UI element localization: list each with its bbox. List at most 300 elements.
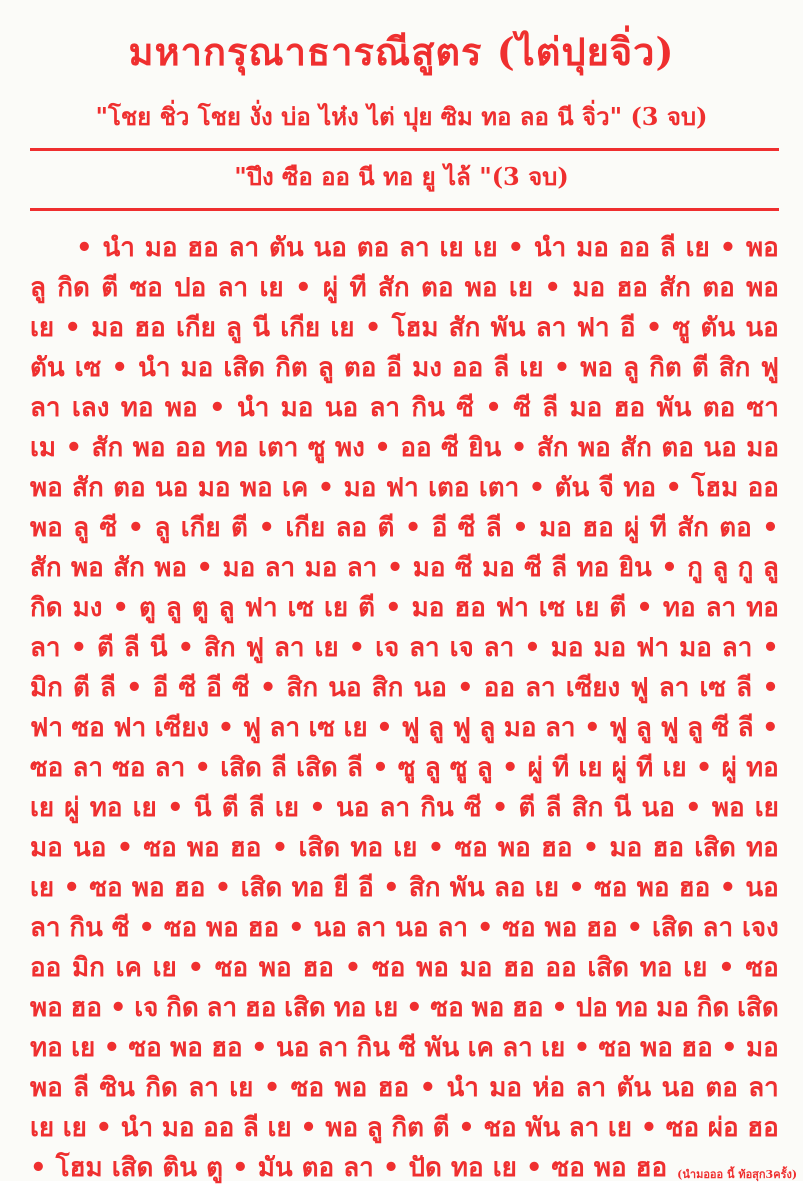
chant-syllable: เลง bbox=[71, 393, 110, 423]
chant-syllable: เจง bbox=[741, 913, 779, 943]
bullet-separator: • bbox=[491, 793, 509, 823]
chant-syllable: ซอ bbox=[112, 753, 146, 783]
divider-top bbox=[30, 148, 779, 151]
chant-syllable: เซียง bbox=[154, 713, 210, 743]
chant-syllable: ตอ bbox=[702, 273, 735, 303]
chant-syllable: เย bbox=[508, 273, 534, 303]
chant-syllable: ฟู bbox=[760, 353, 779, 383]
chant-syllable: มิก bbox=[30, 673, 63, 703]
chant-syllable: มอ bbox=[503, 713, 537, 743]
chant-syllable: ลู bbox=[226, 313, 242, 343]
chant-syllable: ออ bbox=[618, 233, 650, 263]
opening-invocation: "โชย ชิ่ว โชย งั่ง บ่อ ไห๋ง ไต่ ปุย ซิม ทอ ลอ นี จิ่ว" (3 จบ) bbox=[95, 102, 708, 131]
chant-syllable: พัน bbox=[525, 1113, 561, 1143]
chant-syllable: นี bbox=[613, 793, 632, 823]
divider-bottom bbox=[30, 208, 779, 211]
chant-syllable: ฮอ bbox=[747, 1113, 779, 1143]
chant-syllable: ตอ bbox=[702, 393, 736, 423]
chant-syllable: ตอ bbox=[356, 233, 390, 263]
chant-syllable: ซอ bbox=[430, 993, 464, 1023]
chant-syllable: ลอ bbox=[335, 513, 368, 543]
chant-syllable: มอ bbox=[280, 393, 314, 423]
chant-syllable: ฮอ bbox=[540, 833, 573, 863]
chant-syllable: สัก bbox=[659, 273, 691, 303]
chant-syllable: เย bbox=[152, 953, 177, 983]
chant-syllable: นอ bbox=[313, 913, 347, 943]
chant-syllable: มอ bbox=[343, 473, 377, 503]
bullet-separator: • bbox=[196, 553, 214, 583]
bullet-separator: • bbox=[406, 993, 423, 1023]
bullet-separator: • bbox=[419, 1073, 437, 1103]
chant-syllable: มอ bbox=[569, 393, 603, 423]
chant-syllable: เจ bbox=[134, 993, 159, 1023]
chant-syllable: ทอ bbox=[30, 1033, 63, 1063]
chant-syllable: ผ่อ bbox=[707, 1113, 739, 1143]
chant-syllable: ฮอ bbox=[244, 993, 277, 1023]
chant-syllable: ออ bbox=[483, 673, 515, 703]
chant-syllable: ซอ bbox=[71, 713, 105, 743]
chant-syllable: ซี bbox=[457, 513, 476, 543]
chant-syllable: เย bbox=[685, 233, 710, 263]
chant-syllable: ลี bbox=[493, 353, 510, 383]
bullet-separator: • bbox=[271, 833, 289, 863]
chant-syllable: มอ bbox=[656, 993, 689, 1023]
chant-syllable: ที bbox=[552, 753, 570, 783]
chant-syllable: ซี bbox=[99, 513, 118, 543]
chant-syllable: สัก bbox=[620, 433, 652, 463]
chant-syllable: พอ bbox=[186, 833, 220, 863]
chant-syllable: ลา bbox=[705, 593, 737, 623]
chant-syllable: มอ bbox=[539, 513, 572, 543]
chant-line-final bbox=[30, 1148, 798, 1188]
chant-syllable: ฟู bbox=[660, 713, 679, 743]
chant-syllable: ตู bbox=[191, 593, 209, 623]
chant-syllable: พอ bbox=[497, 833, 531, 863]
chant-syllable: ลี bbox=[659, 233, 676, 263]
chant-syllable: ซี bbox=[232, 673, 250, 703]
page-title: มหากรุณาธารณีสูตร (ไต่ปุยจิ่ว) bbox=[128, 29, 675, 74]
bullet-separator: • bbox=[512, 513, 529, 543]
chant-line bbox=[30, 548, 779, 588]
chant-syllable: นำ bbox=[138, 353, 171, 383]
chant-syllable: ซี bbox=[524, 553, 542, 583]
bullet-separator: • bbox=[166, 793, 184, 823]
chant-syllable: ฟู bbox=[242, 713, 262, 743]
chant-syllable: สัก bbox=[377, 273, 410, 303]
chant-syllable: ซอ bbox=[665, 1113, 700, 1143]
second-invocation: "ปึง ซือ ออ นี ทอ ยู ไล้ "(3 จบ) bbox=[234, 162, 569, 191]
chant-syllable: เย bbox=[607, 1113, 633, 1143]
bullet-separator: • bbox=[386, 553, 404, 583]
bullet-separator: • bbox=[685, 793, 702, 823]
chant-syllable: พัน bbox=[449, 873, 485, 903]
chant-syllable: ลู bbox=[165, 593, 182, 623]
chant-syllable: กิต bbox=[391, 1113, 424, 1143]
chant-syllable: นอ bbox=[395, 913, 429, 943]
chant-line bbox=[30, 588, 779, 628]
chant-syllable: ลา bbox=[346, 553, 378, 583]
chant-syllable: ซอ bbox=[143, 833, 177, 863]
chant-syllable: ทอ bbox=[350, 833, 384, 863]
chant-syllable: มอ bbox=[593, 633, 627, 663]
chant-syllable: ซา bbox=[746, 393, 779, 423]
chant-syllable: เย bbox=[473, 233, 498, 263]
bullet-separator: • bbox=[214, 873, 232, 903]
chant-syllable: ซอ bbox=[502, 913, 536, 943]
chant-syllable: ตี bbox=[73, 673, 90, 703]
chant-syllable: กิด bbox=[166, 993, 199, 1023]
chant-syllable: เย bbox=[30, 873, 55, 903]
chant-syllable: เย bbox=[30, 793, 55, 823]
chant-syllable: ซี bbox=[463, 793, 482, 823]
chant-syllable: เย bbox=[324, 593, 349, 623]
chant-syllable: ตอ bbox=[705, 1073, 738, 1103]
bullet-separator: • bbox=[404, 513, 422, 543]
chant-syllable: ฟา bbox=[636, 633, 670, 663]
chant-syllable: ลา bbox=[30, 913, 61, 943]
bullet-separator: • bbox=[762, 673, 779, 703]
chant-syllable: ลี bbox=[551, 553, 568, 583]
bullet-separator: • bbox=[568, 873, 585, 903]
chant-syllable: กู bbox=[737, 553, 754, 583]
chant-syllable: ลา bbox=[30, 633, 61, 663]
chant-line bbox=[30, 428, 779, 468]
chant-syllable: เย bbox=[578, 753, 603, 783]
chant-syllable: ทอ bbox=[291, 873, 325, 903]
chant-syllable: ลี bbox=[271, 753, 287, 783]
chant-syllable: ที bbox=[649, 513, 667, 543]
chant-syllable: ฮอ bbox=[582, 513, 614, 543]
bullet-separator: • bbox=[582, 833, 600, 863]
chant-line bbox=[30, 508, 779, 548]
chant-syllable: เซ bbox=[699, 673, 727, 703]
bullet-separator: • bbox=[263, 1073, 281, 1103]
bullet-separator: • bbox=[217, 713, 235, 743]
chant-syllable: ฮอ bbox=[454, 593, 486, 623]
bullet-separator: • bbox=[294, 273, 312, 303]
chant-line bbox=[30, 1068, 779, 1108]
chant-syllable: กู bbox=[687, 553, 703, 583]
chant-syllable: ลา bbox=[273, 633, 305, 663]
chant-syllable: นอ bbox=[413, 673, 447, 703]
chant-syllable: มอ bbox=[550, 633, 584, 663]
chant-syllable: กิต bbox=[649, 353, 682, 383]
chant-syllable: ซอ bbox=[454, 833, 488, 863]
chant-syllable: มอ bbox=[412, 553, 446, 583]
chant-syllable: เย bbox=[30, 313, 55, 343]
chant-syllable: ลู bbox=[218, 593, 235, 623]
chant-syllable: สิก bbox=[571, 793, 604, 823]
chant-syllable: ลา bbox=[721, 633, 753, 663]
bullet-separator: • bbox=[485, 393, 502, 423]
chant-syllable: ลอ bbox=[493, 873, 526, 903]
chant-syllable: พอ bbox=[132, 433, 166, 463]
chant-syllable: ตี bbox=[432, 1113, 450, 1143]
chant-syllable: ตอ bbox=[343, 353, 377, 383]
chant-syllable: ฟู bbox=[452, 713, 471, 743]
chant-syllable: ฮอ bbox=[512, 993, 544, 1023]
chant-line bbox=[30, 988, 779, 1028]
chant-syllable: นอ bbox=[641, 793, 675, 823]
bullet-separator: • bbox=[259, 673, 277, 703]
chant-syllable: พอ bbox=[154, 553, 187, 583]
chant-syllable: ลา bbox=[72, 753, 103, 783]
chant-syllable: ตี bbox=[358, 593, 376, 623]
chant-syllable: มอ bbox=[481, 553, 515, 583]
chant-syllable: ตี bbox=[101, 273, 119, 303]
chant-syllable: กิน bbox=[69, 913, 103, 943]
chant-syllable: ทอ bbox=[615, 993, 649, 1023]
chant-syllable: ฮอ bbox=[613, 393, 646, 423]
bullet-separator: • bbox=[507, 233, 525, 263]
chant-syllable: สัก bbox=[677, 513, 709, 543]
chant-syllable: พอ bbox=[30, 473, 63, 503]
chant-line bbox=[30, 1028, 779, 1068]
bullet-separator: • bbox=[287, 913, 305, 943]
bullet-separator: • bbox=[376, 713, 393, 743]
chant-syllable: ตอ bbox=[420, 273, 454, 303]
chant-syllable: พัน bbox=[490, 313, 526, 343]
chant-syllable: ซอ bbox=[89, 873, 123, 903]
bullet-separator: • bbox=[762, 713, 779, 743]
chant-syllable: ฮอ bbox=[503, 953, 535, 983]
chant-syllable: เกีย bbox=[175, 313, 216, 343]
chant-syllable: เย bbox=[30, 1113, 55, 1143]
chant-syllable: พอ bbox=[30, 513, 63, 543]
chant-syllable: ที bbox=[349, 273, 367, 303]
chant-syllable: ลา bbox=[188, 1073, 219, 1103]
chant-syllable: นอ bbox=[328, 673, 362, 703]
chant-syllable: ซอ bbox=[129, 273, 163, 303]
chant-line bbox=[30, 468, 779, 508]
chant-syllable: นอ bbox=[703, 433, 737, 463]
chant-syllable: ทอ bbox=[120, 393, 154, 423]
chant-syllable: ฮอ bbox=[377, 1073, 410, 1103]
chant-syllable: เย bbox=[132, 793, 157, 823]
chant-syllable: ผู่ bbox=[721, 753, 737, 783]
chant-syllable: ฟา bbox=[244, 593, 278, 623]
chant-syllable: ตี bbox=[231, 513, 248, 543]
chant-syllable: มอ bbox=[679, 633, 712, 663]
chant-syllable: เย bbox=[754, 793, 779, 823]
chant-syllable: นอ bbox=[313, 233, 347, 263]
chant-line bbox=[30, 348, 779, 388]
chant-syllable: ตี bbox=[609, 593, 627, 623]
chant-syllable: ซู bbox=[397, 753, 416, 783]
chant-syllable: เย bbox=[662, 753, 687, 783]
chant-syllable: ซอ bbox=[290, 1073, 325, 1103]
chant-syllable: อี bbox=[206, 673, 222, 703]
bullet-separator: • bbox=[385, 593, 402, 623]
bullet-separator: • bbox=[64, 313, 81, 343]
chant-syllable: ชอ bbox=[483, 1113, 517, 1143]
chant-syllable: ออ bbox=[452, 353, 484, 383]
chant-syllable: ลี bbox=[545, 793, 562, 823]
chant-syllable: เย bbox=[259, 273, 284, 303]
chant-syllable: ลู bbox=[635, 713, 652, 743]
chant-syllable: ลู bbox=[154, 513, 171, 543]
chant-syllable: ซอ bbox=[745, 953, 779, 983]
bullet-separator: • bbox=[177, 633, 195, 663]
chant-syllable: เสิด bbox=[220, 753, 262, 783]
chant-syllable: ซิน bbox=[99, 1073, 135, 1103]
chant-syllable: เซ bbox=[538, 593, 566, 623]
chant-syllable: ฮอ bbox=[229, 833, 262, 863]
chant-syllable: ฟา bbox=[113, 713, 147, 743]
chant-syllable: ซี bbox=[398, 1033, 417, 1063]
bullet-separator: • bbox=[524, 633, 541, 663]
bullet-separator: • bbox=[70, 633, 88, 663]
chant-line bbox=[30, 748, 779, 788]
chant-syllable: ฟา bbox=[495, 593, 529, 623]
chant-syllable: ซี bbox=[441, 433, 459, 463]
chant-syllable: ทอ bbox=[662, 593, 696, 623]
bullet-separator: • bbox=[344, 953, 362, 983]
bullet-separator: • bbox=[661, 553, 678, 583]
chant-syllable: ฮอ bbox=[681, 1033, 713, 1063]
chant-syllable: เซ bbox=[308, 713, 336, 743]
chant-syllable: เย bbox=[541, 1033, 566, 1063]
chant-syllable: จี bbox=[598, 473, 614, 503]
chant-line bbox=[30, 948, 779, 988]
chant-syllable: มง bbox=[72, 593, 103, 623]
bullet-separator: • bbox=[317, 473, 335, 503]
chant-syllable: ลี bbox=[542, 393, 559, 423]
chant-syllable: ออ bbox=[747, 473, 779, 503]
chant-syllable: เกีย bbox=[280, 313, 321, 343]
chant-syllable: ลี bbox=[73, 1073, 90, 1103]
chant-syllable: อี bbox=[431, 513, 448, 543]
chant-syllable: สัก bbox=[72, 473, 104, 503]
chant-syllable: ลา bbox=[379, 793, 411, 823]
chant-syllable: เย bbox=[374, 993, 399, 1023]
chant-syllable: นี bbox=[193, 793, 212, 823]
chant-line bbox=[30, 908, 779, 948]
chant-syllable: เย bbox=[343, 713, 368, 743]
chant-syllable: นอ bbox=[324, 393, 359, 423]
bullet-separator: • bbox=[109, 993, 127, 1023]
chant-syllable: มิก bbox=[71, 953, 105, 983]
bullet-separator: • bbox=[456, 673, 474, 703]
chant-syllable: มอ bbox=[197, 473, 231, 503]
bullet-separator: • bbox=[65, 433, 83, 463]
chant-syllable: เสิด bbox=[737, 993, 779, 1023]
bullet-separator: • bbox=[95, 1113, 113, 1143]
bullet-separator: • bbox=[719, 873, 737, 903]
chant-syllable: ออ bbox=[400, 433, 432, 463]
chant-syllable: ฟา bbox=[576, 313, 610, 343]
chant-syllable: ตอ bbox=[661, 433, 694, 463]
chant-syllable: เย bbox=[229, 1073, 254, 1103]
chant-syllable: นอ bbox=[745, 873, 779, 903]
chant-syllable: ตู bbox=[139, 593, 156, 623]
chant-syllable: ลา bbox=[568, 1113, 600, 1143]
bullet-separator: • bbox=[721, 1033, 738, 1063]
chant-syllable: พัน bbox=[656, 393, 692, 423]
chant-syllable: ฮอ bbox=[70, 993, 103, 1023]
chant-syllable: ตอ bbox=[113, 473, 146, 503]
chant-syllable: ตี bbox=[691, 353, 709, 383]
chant-syllable: ลู bbox=[762, 553, 779, 583]
bullet-separator: • bbox=[364, 313, 382, 343]
bullet-separator: • bbox=[116, 833, 134, 863]
chant-syllable: นำ bbox=[120, 1113, 154, 1143]
chant-syllable: นอ bbox=[275, 1033, 310, 1063]
bullet-separator: • bbox=[309, 793, 326, 823]
chant-syllable: ทอ bbox=[333, 993, 367, 1023]
chant-syllable: ฟา bbox=[385, 473, 419, 503]
chant-syllable: ลา bbox=[269, 713, 301, 743]
chant-syllable: ลา bbox=[409, 633, 440, 663]
chant-syllable: พอ bbox=[471, 993, 505, 1023]
chant-syllable: ลา bbox=[575, 1073, 607, 1103]
bullet-separator: • bbox=[187, 953, 205, 983]
bullet-separator: • bbox=[476, 913, 494, 943]
chant-syllable: ฮอ bbox=[247, 913, 280, 943]
bullet-separator: • bbox=[112, 593, 130, 623]
chant-syllable: เย bbox=[575, 593, 600, 623]
chant-syllable: ลู bbox=[428, 713, 444, 743]
chant-syllable: ซี bbox=[111, 913, 130, 943]
chant-syllable: กิด bbox=[145, 1073, 178, 1103]
chant-syllable: มอ bbox=[144, 233, 178, 263]
chant-syllable: พอ bbox=[711, 793, 745, 823]
chant-syllable: ลา bbox=[702, 913, 734, 943]
bullet-separator: • bbox=[640, 1113, 658, 1143]
chant-syllable: เตา bbox=[257, 433, 299, 463]
chant-syllable: เกีย bbox=[285, 513, 326, 543]
chant-syllable: มอ bbox=[30, 833, 63, 863]
chant-syllable: ลี bbox=[100, 673, 116, 703]
bullet-separator: • bbox=[626, 913, 644, 943]
chant-syllable: พอ bbox=[746, 233, 779, 263]
chant-syllable: พอ bbox=[464, 273, 498, 303]
chant-syllable: นอ bbox=[154, 473, 189, 503]
chant-syllable: พอ bbox=[334, 1073, 368, 1103]
bullet-separator: • bbox=[76, 233, 93, 263]
chant-syllable: พอ bbox=[544, 913, 578, 943]
bullet-separator: • bbox=[695, 753, 713, 783]
bullet-separator: • bbox=[573, 1033, 591, 1063]
chant-syllable: ลู bbox=[424, 753, 441, 783]
chant-syllable: ทอ bbox=[576, 553, 610, 583]
chant-line bbox=[30, 268, 779, 308]
bullet-separator: • bbox=[718, 953, 735, 983]
chant-syllable: เค bbox=[281, 473, 309, 503]
bullet-separator: • bbox=[126, 673, 143, 703]
chant-syllable: สิก bbox=[408, 873, 441, 903]
chant-syllable: ออ bbox=[30, 953, 62, 983]
chant-syllable: ฮอ bbox=[211, 1033, 243, 1063]
chant-syllable: ซี bbox=[711, 713, 730, 743]
chant-syllable: เย bbox=[534, 873, 559, 903]
chant-syllable: ฟู bbox=[609, 713, 628, 743]
chant-line bbox=[30, 628, 779, 668]
chant-syllable: เย bbox=[314, 633, 339, 663]
bullet-separator: • bbox=[528, 473, 546, 503]
chant-syllable: ซอ bbox=[163, 913, 198, 943]
chant-syllable: ลู bbox=[73, 513, 90, 543]
chant-syllable: โฮม bbox=[691, 473, 739, 503]
bullet-separator: • bbox=[510, 433, 528, 463]
chant-syllable: ลา bbox=[535, 313, 567, 343]
chant-syllable: ทอ bbox=[639, 953, 673, 983]
chant-syllable: กิน bbox=[356, 1033, 391, 1063]
bullet-separator: • bbox=[103, 1033, 121, 1063]
chant-syllable: เสิด bbox=[296, 753, 338, 783]
chant-line bbox=[30, 828, 779, 868]
chant-syllable: ออ bbox=[545, 953, 577, 983]
